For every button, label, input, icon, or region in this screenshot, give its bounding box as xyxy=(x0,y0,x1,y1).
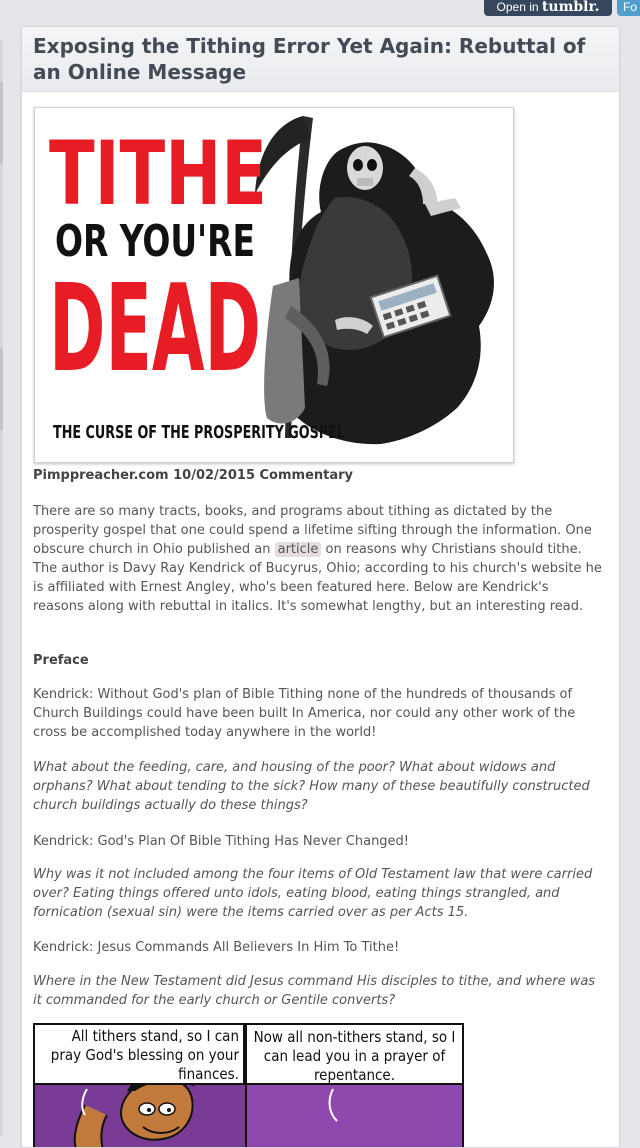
hero-line-3: DEAD xyxy=(49,260,261,399)
top-bar xyxy=(0,0,640,16)
intro-paragraph xyxy=(33,502,603,616)
left-edge-tab xyxy=(0,348,3,430)
post-title[interactable]: Exposing the Tithing Error Yet Again: Rebuttal of an Online Message xyxy=(33,34,586,84)
left-edge-strip xyxy=(0,40,3,1136)
hero-line-1: TITHE xyxy=(49,122,267,225)
open-in-label: Open in xyxy=(496,0,539,14)
article-link[interactable]: article xyxy=(275,542,322,557)
rebuttal-1: What about the feeding, care, and housing of the poor? What about widows and orphans? What about tending to the sick? How many of these beautifully constructed church buildings actually do these things? xyxy=(33,760,590,813)
comic-caption-1: All tithers stand, so I can pray God's blessing on your finances. xyxy=(35,1025,245,1085)
hero-caption: THE CURSE OF THE PROSPERITY GOSPEL xyxy=(53,422,345,443)
hero-image[interactable] xyxy=(34,107,514,463)
kendrick-claim-3: Kendrick: Jesus Commands All Believers In Him To Tithe! xyxy=(33,940,400,955)
tumblr-logo: tumblr. xyxy=(541,0,600,15)
post-meta: Pimppreacher.com 10/02/2015 Commentary xyxy=(33,468,354,483)
open-in-tumblr-button[interactable] xyxy=(484,0,612,16)
hero-line-2: OR YOU'RE xyxy=(55,216,255,267)
comic-panel-divider xyxy=(245,1025,247,1148)
follow-button[interactable] xyxy=(617,0,640,16)
rebuttal-3: Where in the New Testament did Jesus command His disciples to tithe, and where was it commanded for the early church or Gentile converts? xyxy=(33,974,596,1008)
intro-text-after: on reasons why Christians should tithe. The author is Davy Ray Kendrick of Bucyrus, Ohio; according to his church's website he is affiliated with Ernest Angley, who's been featured here. Below are Kendrick's reasons along with rebuttal in italics. It's somewhat lengthy, but an interesting read. xyxy=(33,542,602,614)
post-card xyxy=(21,26,620,1148)
comic-caption-2: Now all non-tithers stand, so I can lead you in a prayer of repentance. xyxy=(247,1025,462,1085)
follow-label: Fo xyxy=(623,0,638,14)
kendrick-claim-1: Kendrick: Without God's plan of Bible Tithing none of the hundreds of thousands of Church Buildings could have been built In America, nor could any other work of the cross be accomplished today anywhere in the world! xyxy=(33,687,576,740)
comic-strip[interactable] xyxy=(33,1023,464,1148)
kendrick-claim-2: Kendrick: God's Plan Of Bible Tithing Has Never Changed! xyxy=(33,834,410,849)
grim-reaper-illustration xyxy=(255,116,494,444)
rebuttal-2: Why was it not included among the four items of Old Testament law that were carried over? Eating things offered unto idols, eating blood, eating things strangled, and fornication (sexual sin) were the items carried over as per Acts 15. xyxy=(33,867,593,920)
intro-text-before: There are so many tracts, books, and programs about tithing as dictated by the prosperity gospel that one could spend a lifetime sifting through the information. One obscure church in Ohio published an xyxy=(33,504,592,557)
preface-heading: Preface xyxy=(33,653,89,668)
tithe-or-youre-dead-artwork xyxy=(35,108,513,462)
left-edge-tab xyxy=(0,82,3,164)
